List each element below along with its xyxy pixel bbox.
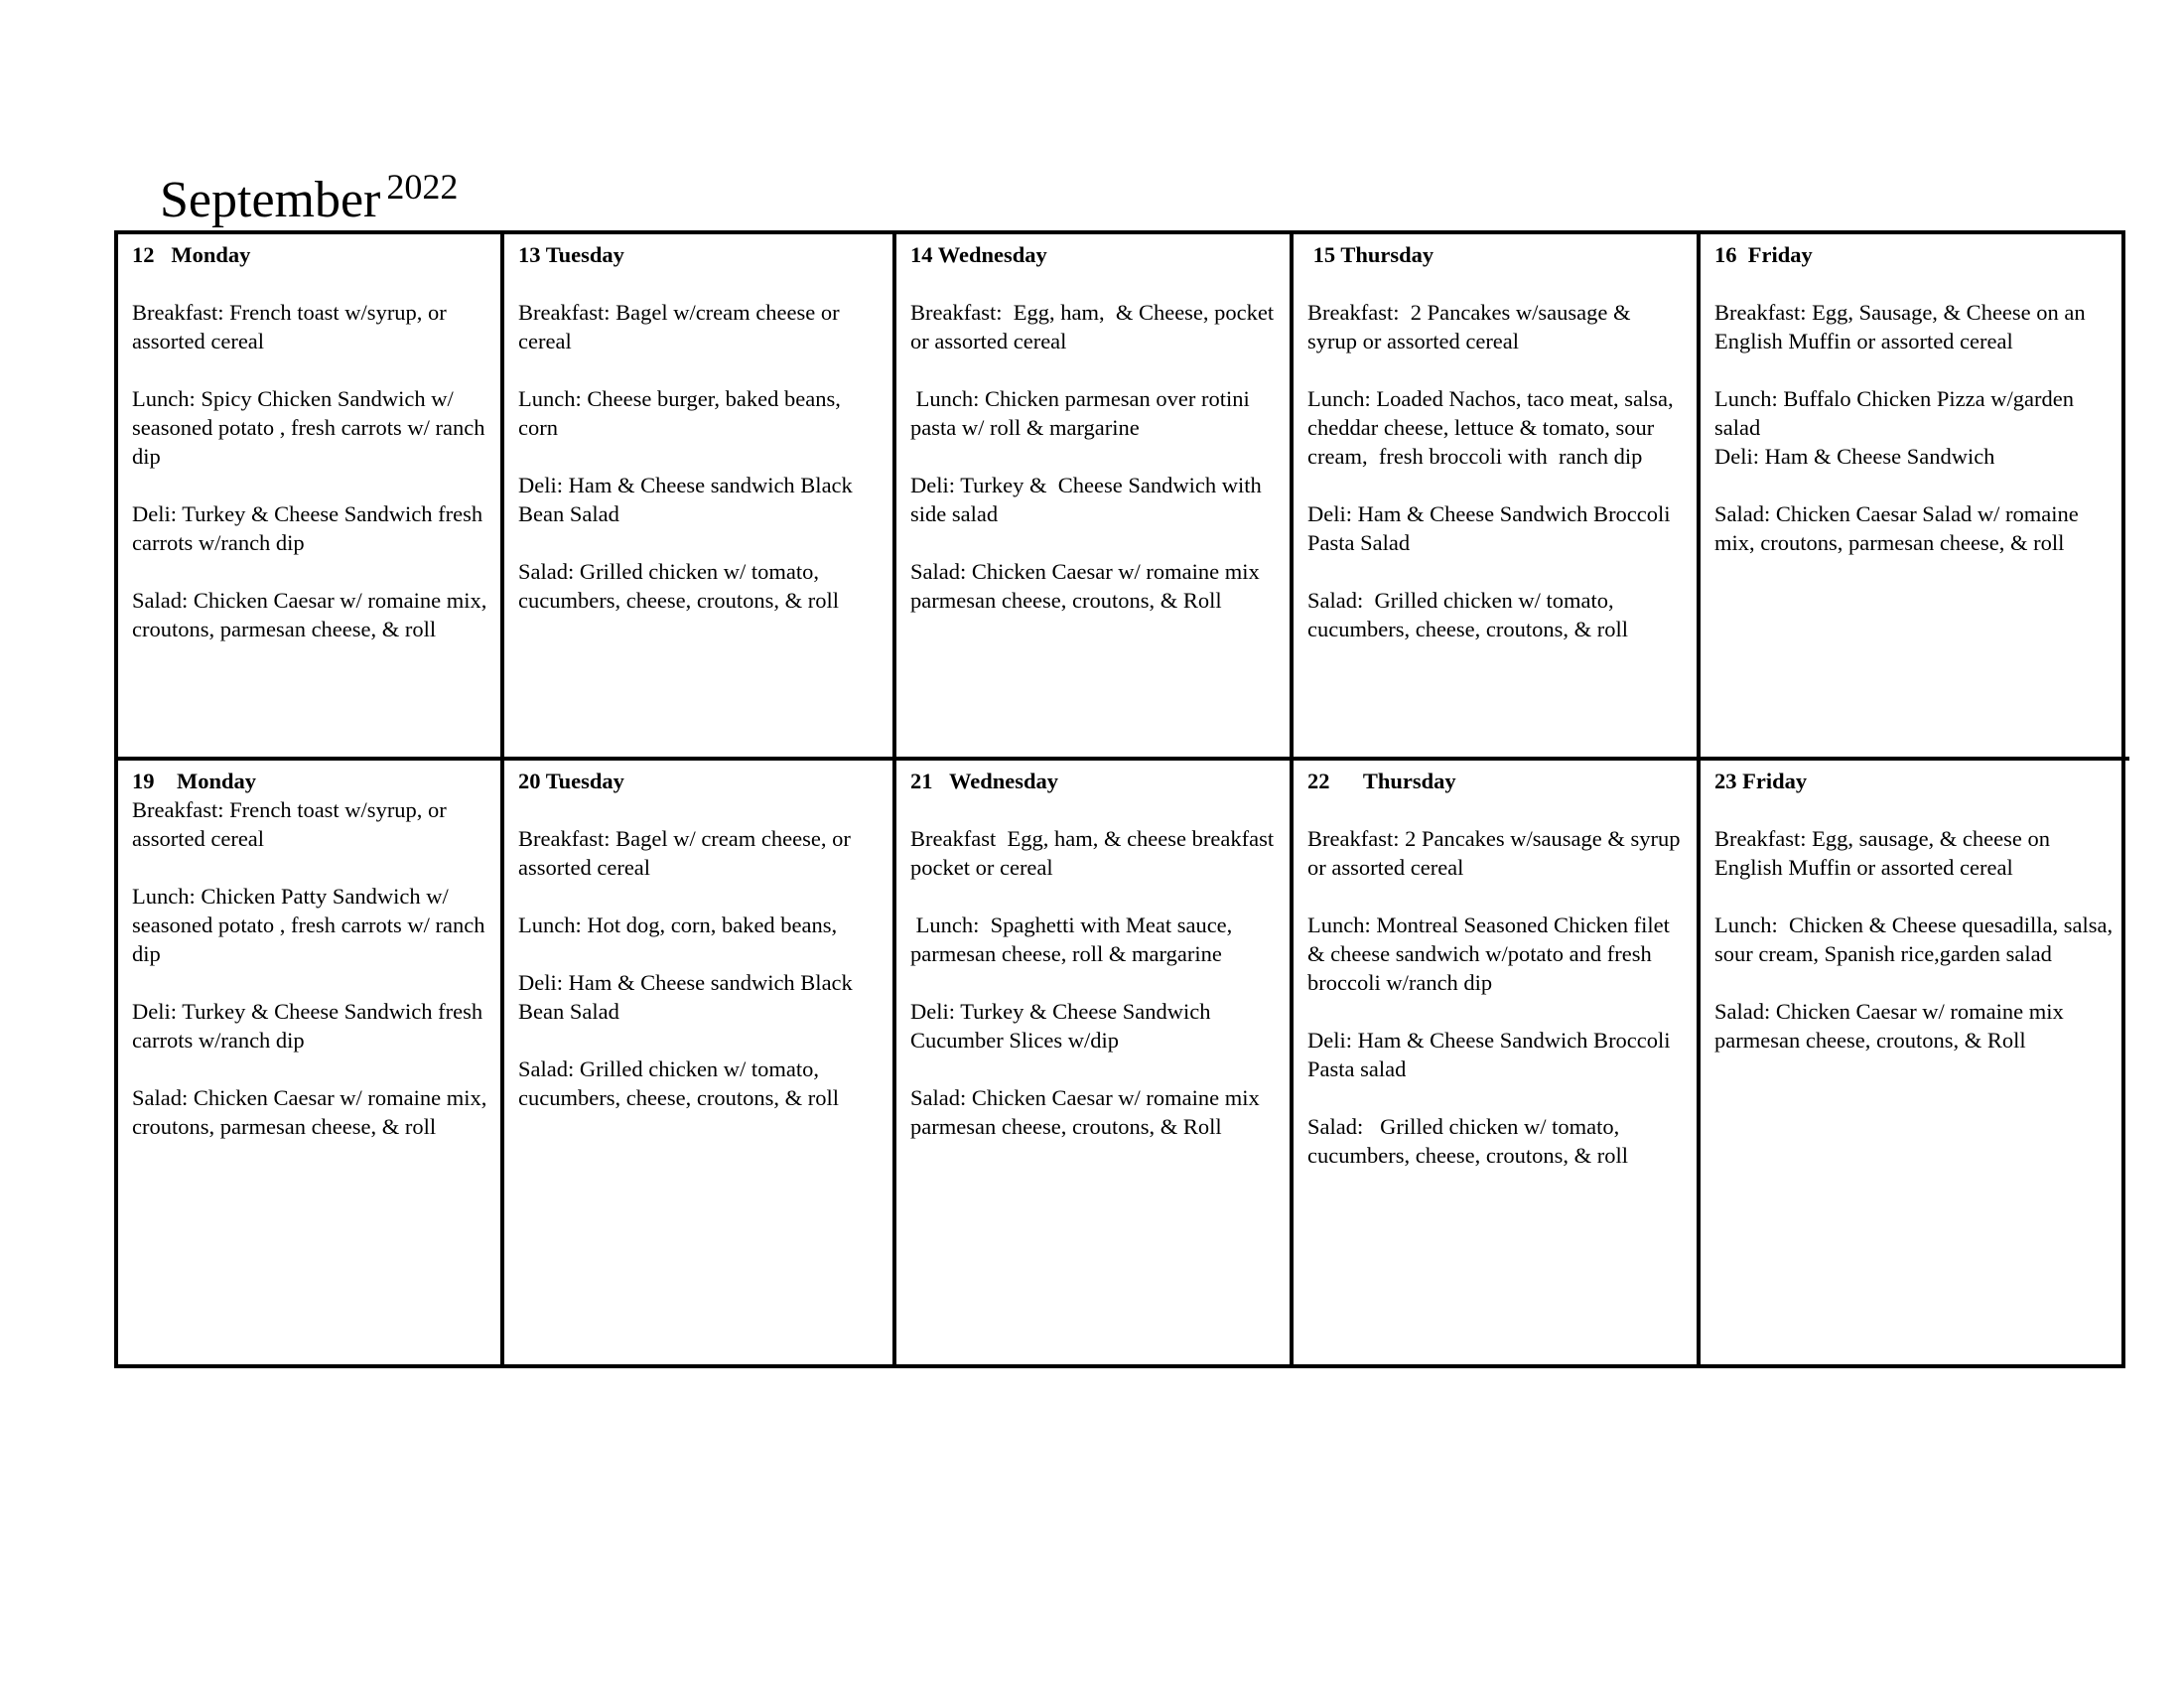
menu-calendar-grid <box>114 230 2125 1368</box>
breakfast-item: Breakfast: Bagel w/cream cheese or cereal <box>518 300 846 353</box>
salad-item: Salad: Chicken Caesar Salad w/ romaine mix, croutons, parmesan cheese, & roll <box>1714 501 2085 555</box>
day-heading: 15 Thursday <box>1307 242 1434 267</box>
deli-item: Deli: Ham & Cheese Sandwich Broccoli Pasta Salad <box>1307 501 1677 555</box>
day-cell-15 <box>1294 234 1701 761</box>
lunch-item: Lunch: Cheese burger, baked beans, corn <box>518 386 847 440</box>
breakfast-item: Breakfast: Egg, Sausage, & Cheese on an English Muffin or assorted cereal <box>1714 300 2092 353</box>
salad-item: Salad: Chicken Caesar w/ romaine mix parmesan cheese, croutons, & Roll <box>910 559 1266 613</box>
breakfast-item: Breakfast: French toast w/syrup, or assorted cereal <box>132 300 453 353</box>
salad-item: Salad: Grilled chicken w/ tomato, cucumbers, cheese, croutons, & roll <box>518 559 840 613</box>
salad-item: Salad: Chicken Caesar w/ romaine mix, croutons, parmesan cheese, & roll <box>132 1085 493 1139</box>
title-year: 2022 <box>386 167 459 207</box>
breakfast-item: Breakfast Egg, ham, & cheese breakfast pocket or cereal <box>910 826 1280 880</box>
day-heading: 13 Tuesday <box>518 242 624 267</box>
day-heading: 16 Friday <box>1714 242 1813 267</box>
day-cell-20 <box>504 761 896 1364</box>
day-heading: 20 Tuesday <box>518 769 624 793</box>
lunch-item: Lunch: Hot dog, corn, baked beans, <box>518 913 838 937</box>
lunch-item: Lunch: Spicy Chicken Sandwich w/ seasoned potato , fresh carrots w/ ranch dip <box>132 386 491 469</box>
day-cell-14 <box>896 234 1294 761</box>
lunch-item: Lunch: Spaghetti with Meat sauce, parmesan cheese, roll & margarine <box>910 913 1238 966</box>
day-cell-21 <box>896 761 1294 1364</box>
day-heading: 21 Wednesday <box>910 769 1058 793</box>
breakfast-item: Breakfast: 2 Pancakes w/sausage & syrup or assorted cereal <box>1307 826 1687 880</box>
deli-item: Deli: Ham & Cheese Sandwich <box>1714 444 1995 469</box>
salad-item: Salad: Grilled chicken w/ tomato, cucumbers, cheese, croutons, & roll <box>1307 1114 1629 1168</box>
lunch-item: Lunch: Buffalo Chicken Pizza w/garden salad <box>1714 386 2080 440</box>
deli-item: Deli: Turkey & Cheese Sandwich with side salad <box>910 473 1268 526</box>
salad-item: Salad: Grilled chicken w/ tomato, cucumbers, cheese, croutons, & roll <box>1307 588 1629 641</box>
day-cell-22 <box>1294 761 1701 1364</box>
lunch-item: Lunch: Loaded Nachos, taco meat, salsa, cheddar cheese, lettuce & tomato, sour cream, fresh broccoli with ranch dip <box>1307 386 1680 469</box>
breakfast-item: Breakfast: Egg, ham, & Cheese, pocket or assorted cereal <box>910 300 1280 353</box>
calendar-title <box>160 167 459 228</box>
salad-item: Salad: Grilled chicken w/ tomato, cucumbers, cheese, croutons, & roll <box>518 1056 840 1110</box>
deli-item: Deli: Ham & Cheese Sandwich Broccoli Pasta salad <box>1307 1028 1677 1081</box>
deli-item: Deli: Turkey & Cheese Sandwich fresh carrots w/ranch dip <box>132 501 488 555</box>
day-heading: 23 Friday <box>1714 769 1808 793</box>
lunch-item: Lunch: Chicken Patty Sandwich w/ seasoned potato , fresh carrots w/ ranch dip <box>132 884 491 966</box>
lunch-item: Lunch: Chicken & Cheese quesadilla, salsa, sour cream, Spanish rice,garden salad <box>1714 913 2118 966</box>
deli-item: Deli: Turkey & Cheese Sandwich Cucumber Slices w/dip <box>910 999 1217 1053</box>
day-cell-13 <box>504 234 896 761</box>
day-cell-23 <box>1701 761 2129 1364</box>
day-cell-12 <box>118 234 504 761</box>
title-month: September <box>160 172 381 228</box>
day-heading: 19 Monday <box>132 769 257 793</box>
lunch-item: Lunch: Chicken parmesan over rotini pasta w/ roll & margarine <box>910 386 1262 440</box>
day-cell-19 <box>118 761 504 1364</box>
day-heading: 22 Thursday <box>1307 769 1456 793</box>
salad-item: Salad: Chicken Caesar w/ romaine mix parmesan cheese, croutons, & Roll <box>1714 999 2070 1053</box>
deli-item: Deli: Turkey & Cheese Sandwich fresh carrots w/ranch dip <box>132 999 488 1053</box>
day-heading: 12 Monday <box>132 242 251 267</box>
breakfast-item: Breakfast: 2 Pancakes w/sausage & syrup or assorted cereal <box>1307 300 1637 353</box>
lunch-item: Lunch: Montreal Seasoned Chicken filet & cheese sandwich w/potato and fresh broccoli w/ranch dip <box>1307 913 1676 995</box>
breakfast-item: Breakfast: French toast w/syrup, or assorted cereal <box>132 797 453 851</box>
breakfast-item: Breakfast: Bagel w/ cream cheese, or assorted cereal <box>518 826 857 880</box>
breakfast-item: Breakfast: Egg, sausage, & cheese on English Muffin or assorted cereal <box>1714 826 2056 880</box>
day-heading: 14 Wednesday <box>910 242 1047 267</box>
salad-item: Salad: Chicken Caesar w/ romaine mix parmesan cheese, croutons, & Roll <box>910 1085 1266 1139</box>
deli-item: Deli: Ham & Cheese sandwich Black Bean Salad <box>518 473 859 526</box>
salad-item: Salad: Chicken Caesar w/ romaine mix, croutons, parmesan cheese, & roll <box>132 588 493 641</box>
day-cell-16 <box>1701 234 2129 761</box>
deli-item: Deli: Ham & Cheese sandwich Black Bean Salad <box>518 970 859 1024</box>
